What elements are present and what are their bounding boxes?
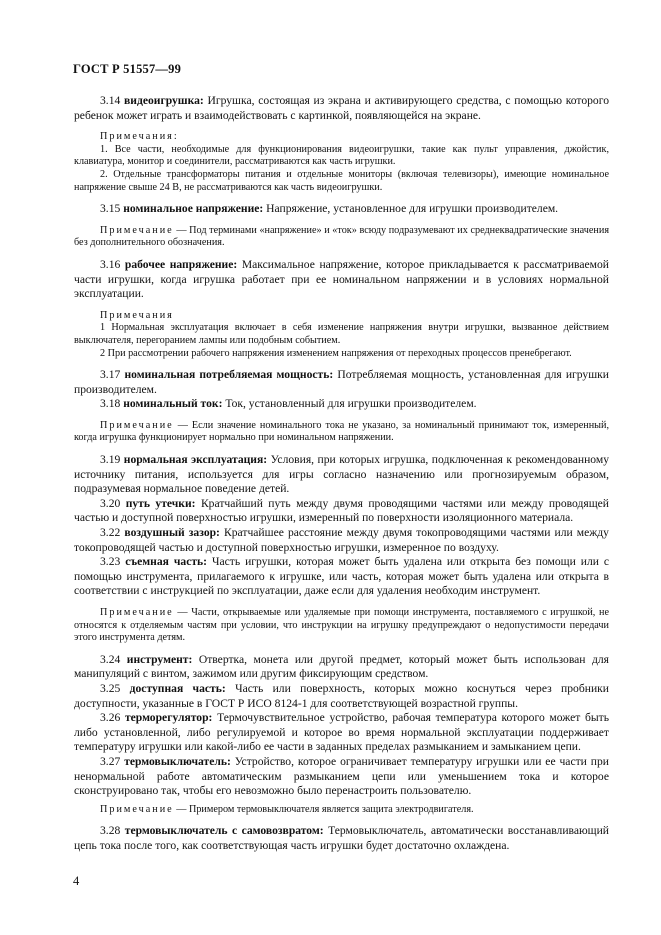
note-item: Примечание — Если значение номинального тока не указано, за номинальный принимают ток, измеренный, когда игрушка функционирует нормально при номинальном напряжении. xyxy=(74,419,609,444)
definition-3-18: 3.18 номинальный ток: Ток, установленный для игрушки производителем. xyxy=(100,397,477,411)
definition-3-27: 3.27 термовыключатель: Устройство, которое ограничивает температуру игрушки или ее части при ненормальной работе автоматическим размыканием цепи или уменьшением тока и которое сконструировано так, чтобы его невозможно было перенастроить пользователю. xyxy=(74,754,609,798)
document-body xyxy=(74,92,609,854)
definition-3-15: 3.15 номинальное напряжение: Напряжение, установленное для игрушки производителем. xyxy=(100,202,559,216)
note-item: Примечание — Части, открываемые или удаляемые при помощи инструмента, поставляемого с игрушкой, не относятся к отделяемым частям при условии, что инструкции на игрушку предупреждают о недопустимости передачи этого инструмента детям. xyxy=(74,607,610,644)
definition-3-23: 3.23 съемная часть: Часть игрушки, которая может быть удалена или открыта без помощи или с помощью инструмента, прилагаемого к игрушке, или часть, которая может быть удалена или открыта в соответствии с инструкцией по эксплуатации, даже если для удаления необходим инструмент. xyxy=(74,555,610,598)
notes-title: Примечания: xyxy=(100,131,179,143)
document-code-header: ГОСТ Р 51557—99 xyxy=(73,62,182,76)
definition-3-25: 3.25 доступная часть: Часть или поверхность, которых можно коснуться через пробники доступности, указанные в ГОСТ Р ИСО 8124-1 для соответствующей возрастной группы. xyxy=(74,681,609,710)
definition-3-26: 3.26 терморегулятор: Термочувствительное устройство, рабочая температура которого может быть либо установленной, либо регулируемой и которое во время нормальной эксплуатации поддерживает температуру игрушки или какой-либо ее части в заданных пределах размыканием и замыканием цепи. xyxy=(74,711,609,754)
page-number: 4 xyxy=(73,874,80,888)
note-item: 2 При рассмотрении рабочего напряжения изменением напряжения от переходных процессов пренебрегают. xyxy=(100,347,572,359)
definition-3-28: 3.28 термовыключатель с самовозвратом: Термовыключатель, автоматически восстанавливающий цепь тока после того, как соответствующая часть игрушки будет достаточно охлаждена. xyxy=(74,824,609,852)
notes-title: Примечания xyxy=(100,309,174,321)
definition-3-19: 3.19 нормальная эксплуатация: Условия, при которых игрушка, подключенная к рекомендованному источнику питания, используется для игры согласно назначению или прогнозируемым образом, подразумевая нормальное поведение детей. xyxy=(74,453,609,496)
note-item: Примечание — Примером термовыключателя является защита электродвигателя. xyxy=(100,803,474,815)
note-item: 1. Все части, необходимые для функционирования видеоигрушки, такие как пульт управления, джойстик, клавиатура, монитор и соединители, рассматриваются как часть игрушки. xyxy=(74,143,609,168)
definition-3-24: 3.24 инструмент: Отвертка, монета или другой предмет, который может быть использован для манипуляций с винтом, зажимом или другим фиксирующим средством. xyxy=(74,652,610,681)
note-item: 2. Отдельные трансформаторы питания и отдельные мониторы (включая телевизоры), имеющие номинальное напряжение свыше 24 В, не рассматриваются как часть видеоигрушки. xyxy=(74,168,609,193)
note-item: 1 Нормальная эксплуатация включает в себя изменение напряжения внутри игрушки, вызванное действием выключателя, перегоранием лампы или подобным событием. xyxy=(74,322,609,346)
definition-3-16: 3.16 рабочее напряжение: Максимальное напряжение, которое прикладывается к рассматриваемой части игрушки, когда игрушка работает при ее номинальном напряжении и в условиях нормальной эксплуатации. xyxy=(74,257,609,301)
definition-3-22: 3.22 воздушный зазор: Кратчайшее расстояние между двумя токопроводящими частями или между токопроводящей частью и доступной поверхностью игрушки, измеренное по воздуху. xyxy=(74,526,609,554)
note-item: Примечание — Под терминами «напряжение» и «ток» всюду подразумевают их среднеквадратические значения без дополнительного обозначения. xyxy=(74,224,610,249)
definition-3-14: 3.14 видеоигрушка: Игрушка, состоящая из экрана и активирующего средства, с помощью которого ребенок может играть и взаимодействовать с картинкой, появляющейся на экране. xyxy=(74,94,609,122)
definition-3-17: 3.17 номинальная потребляемая мощность: Потребляемая мощность, установленная для игрушки производителем. xyxy=(74,368,609,396)
definition-3-20: 3.20 путь утечки: Кратчайший путь между двумя проводящими частями или между проводящей частью и доступной поверхностью игрушки, измеренный по поверхности изоляционного материала. xyxy=(74,496,609,525)
